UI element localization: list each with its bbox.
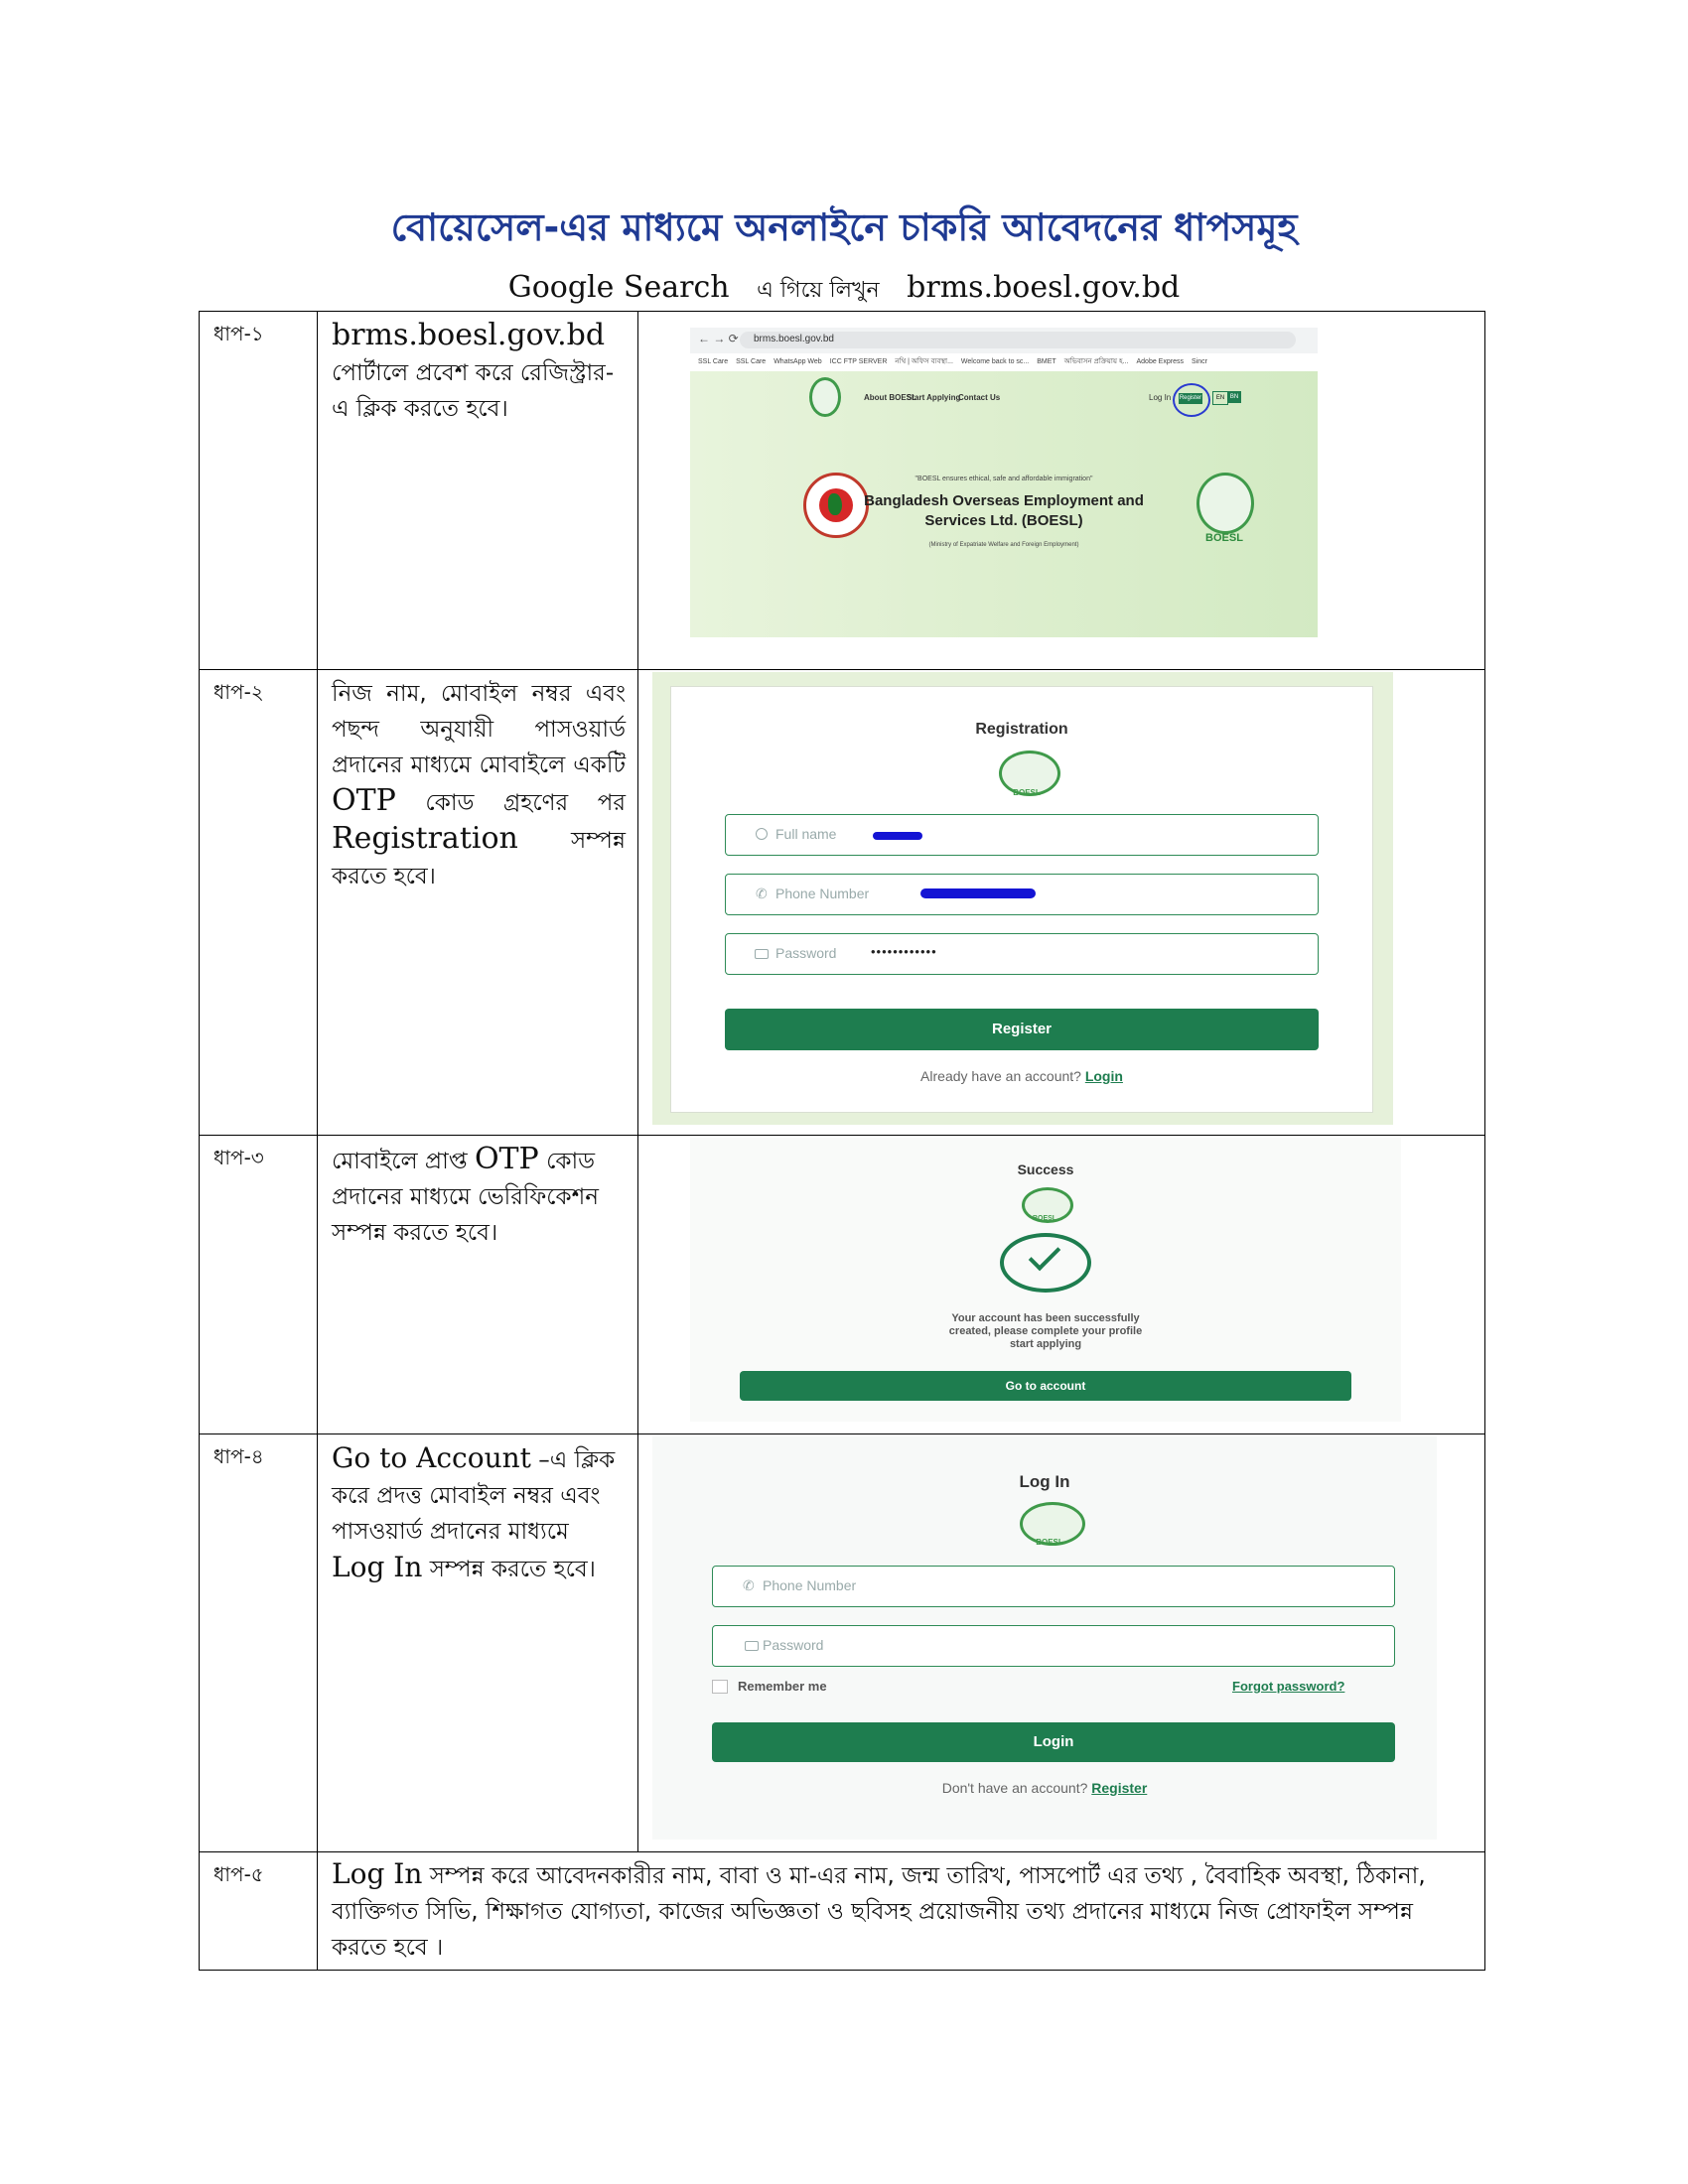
boesl-emblem-text: BOESL	[1205, 532, 1243, 544]
boesl-emblem-text: BOESL	[1013, 788, 1041, 797]
bookmark-item[interactable]: Sincr	[1191, 358, 1207, 365]
address-bar[interactable]	[740, 332, 1296, 348]
success-message	[690, 1312, 1401, 1351]
step3-text-b: কোড প্রদানের মাধ্যমে ভেরিফিকেশন সম্পন্ন করতে হবে।	[332, 1149, 599, 1246]
subtitle-google-search: Google Search	[507, 270, 730, 305]
forgot-password-link[interactable]: Forgot password?	[1232, 1679, 1345, 1694]
password-placeholder: Password	[775, 945, 837, 961]
user-icon	[756, 828, 768, 840]
login-prompt-text: Already have an account?	[920, 1068, 1081, 1084]
boesl-emblem-text: BOESL	[1032, 1215, 1057, 1222]
step-text	[318, 670, 638, 1136]
step4-text-b: –এ ক্লিক করে প্রদত্ত মোবাইল নম্বর এবং পাসওয়ার্ড প্রদানের মাধ্যমে	[332, 1447, 616, 1545]
lock-icon	[755, 949, 769, 959]
step-row-4	[200, 1434, 1485, 1852]
bookmark-item[interactable]: Adobe Express	[1136, 358, 1184, 365]
password-placeholder: Password	[763, 1637, 824, 1653]
step5-log-in: Log In	[332, 1857, 423, 1890]
register-link[interactable]: Register	[1091, 1780, 1148, 1796]
step4-text-d: সম্পন্ন করতে হবে।	[429, 1557, 596, 1582]
step-row-3	[200, 1136, 1485, 1434]
hero-ministry: (Ministry of Expatriate Welfare and Foreign Employment)	[928, 542, 1079, 548]
bookmark-item[interactable]: Welcome back to sc...	[960, 358, 1030, 365]
login-heading: Log In	[1019, 1472, 1070, 1491]
step1-rest: পোর্টালে প্রবেশ করে রেজিস্ট্রার-এ ক্লিক করতে হবে।	[332, 360, 615, 422]
hero-org-line1: Bangladesh Overseas Employment and	[864, 492, 1144, 509]
boesl-emblem-icon	[1196, 473, 1254, 534]
login-button[interactable]: Login	[712, 1722, 1395, 1762]
bookmark-item[interactable]: SSL Care	[736, 358, 767, 365]
step-label: ধাপ-৩	[200, 1136, 318, 1434]
subtitle-url: brms.boesl.gov.bd	[907, 270, 1181, 305]
site-hero	[690, 371, 1318, 637]
step4-go-to-account: Go to Account	[332, 1441, 531, 1474]
full-name-placeholder: Full name	[775, 826, 837, 842]
bookmark-item[interactable]: WhatsApp Web	[774, 358, 822, 365]
subtitle-instruction: এ গিয়ে লিখুন	[757, 278, 880, 303]
bookmark-item[interactable]: BMET	[1037, 358, 1056, 365]
register-highlight-circle	[1173, 383, 1210, 417]
bookmark-item[interactable]: নথি | অফিস ব্যবস্থা...	[895, 358, 953, 365]
login-link[interactable]: Login	[1084, 1068, 1123, 1084]
step5-text-b: সম্পন্ন করে আবেদনকারীর নাম, বাবা ও মা-এর নাম, জন্ম তারিখ, পাসপোর্ট এর তথ্য , বৈবাহিক অবস্থা, ঠিকানা, ব্যাক্তিগত সিভি, শিক্ষাগত যোগ্যতা, কাজের অভিজ্ঞতা ও ছবিসহ প্রয়োজনীয় তথ্য প্রদানের মাধ্যমে নিজ প্রোফাইল সম্পন্ন করতে হবে ।	[332, 1863, 1426, 1961]
success-screenshot	[690, 1138, 1401, 1422]
bookmark-item[interactable]: SSL Care	[698, 358, 729, 365]
step-label: ধাপ-৫	[200, 1852, 318, 1971]
success-msg-line3: start applying	[1009, 1338, 1082, 1350]
registration-card	[670, 686, 1373, 1113]
page-title: বোয়েসেল-এর মাধ্যমে অনলাইনে চাকরি আবেদনের ধাপসমূহ	[390, 205, 1298, 249]
nav-about[interactable]: About BOESL	[864, 393, 916, 402]
bookmark-item[interactable]: ICC FTP SERVER	[829, 358, 888, 365]
redacted-phone-scribble	[920, 888, 1036, 898]
phone-icon: ✆	[743, 1577, 755, 1593]
lock-icon	[745, 1641, 759, 1651]
step-text	[318, 1136, 638, 1434]
success-msg-line1: Your account has been successfully	[951, 1312, 1140, 1324]
step-text	[318, 1434, 638, 1852]
boesl-logo-icon	[809, 377, 841, 417]
hero-org-line2: Services Ltd. (BOESL)	[924, 512, 1083, 529]
step2-text-b: কোড গ্রহণের পর	[425, 790, 626, 816]
bookmarks-bar	[690, 353, 1318, 371]
password-field[interactable]	[712, 1625, 1395, 1667]
success-heading: Success	[1017, 1161, 1074, 1177]
lang-en-button[interactable]: EN	[1212, 391, 1228, 405]
boesl-emblem-text: BOESL	[1036, 1538, 1063, 1547]
step3-otp: OTP	[474, 1142, 539, 1176]
registration-heading: Registration	[975, 721, 1068, 738]
step4-log-in: Log In	[332, 1551, 423, 1583]
success-check-icon	[1000, 1233, 1091, 1293]
redacted-name-scribble	[873, 832, 922, 840]
remember-me-label: Remember me	[738, 1679, 827, 1694]
register-button[interactable]: Register	[725, 1009, 1319, 1050]
step-label: ধাপ-৪	[200, 1434, 318, 1852]
register-prompt-text: Don't have an account?	[941, 1780, 1088, 1796]
step2-text-a: নিজ নাম, মোবাইল নম্বর এবং পছন্দ অনুযায়ী পাসওয়ার্ড প্রদানের মাধ্যমে মোবাইলে একটি	[332, 681, 626, 778]
step-label: ধাপ-২	[200, 670, 318, 1136]
step-row-2	[200, 670, 1485, 1136]
login-screenshot	[652, 1436, 1437, 1840]
remember-me-checkbox[interactable]	[712, 1680, 728, 1694]
step2-text-c: সম্পন্ন করতে হবে।	[332, 828, 626, 889]
register-button[interactable]: Register	[1179, 393, 1202, 404]
address-url: brms.boesl.gov.bd	[754, 334, 834, 344]
step2-screenshot-cell	[638, 670, 1485, 1136]
step-text	[318, 312, 638, 670]
lang-bn-button[interactable]: BN	[1227, 391, 1241, 403]
nav-arrows-icon[interactable]: ← → ⟳	[698, 332, 739, 345]
nav-contact[interactable]: Contact Us	[958, 393, 1001, 402]
go-to-account-button[interactable]: Go to account	[740, 1371, 1351, 1401]
phone-placeholder: Phone Number	[775, 886, 870, 901]
page-subtitle	[0, 270, 1688, 310]
step-row-5	[200, 1852, 1485, 1971]
phone-number-field[interactable]	[725, 874, 1319, 915]
browser-toolbar	[690, 328, 1318, 353]
registration-screenshot	[652, 672, 1393, 1125]
step1-url: brms.boesl.gov.bd	[332, 318, 606, 352]
nav-login[interactable]: Log In	[1149, 393, 1172, 402]
step2-registration: Registration	[332, 821, 518, 856]
step-label: ধাপ-১	[200, 312, 318, 670]
password-value: ••••••••••••	[871, 944, 937, 959]
step1-screenshot-cell	[638, 312, 1485, 670]
step-row-1	[200, 312, 1485, 670]
step3-text-a: মোবাইলে প্রাপ্ত	[332, 1149, 468, 1174]
full-name-field[interactable]	[725, 814, 1319, 856]
register-prompt	[652, 1780, 1437, 1796]
step4-screenshot-cell	[638, 1434, 1485, 1852]
password-field[interactable]	[725, 933, 1319, 975]
bookmark-item[interactable]: অভিবাসন প্রক্রিয়ায় হ...	[1063, 358, 1129, 365]
phone-placeholder: Phone Number	[763, 1577, 857, 1593]
step-text	[318, 1852, 1485, 1971]
success-msg-line2: created, please complete your profile	[948, 1325, 1143, 1337]
hero-tagline: "BOESL ensures ethical, safe and affordable immigration"	[914, 476, 1093, 482]
step3-screenshot-cell	[638, 1136, 1485, 1434]
nav-start-applying[interactable]: Start Applying	[907, 393, 961, 402]
login-prompt	[671, 1068, 1372, 1084]
phone-number-field[interactable]	[712, 1566, 1395, 1607]
browser-screenshot	[690, 328, 1318, 637]
phone-icon: ✆	[756, 886, 768, 901]
step2-otp: OTP	[332, 783, 396, 818]
steps-table	[199, 311, 1485, 1971]
